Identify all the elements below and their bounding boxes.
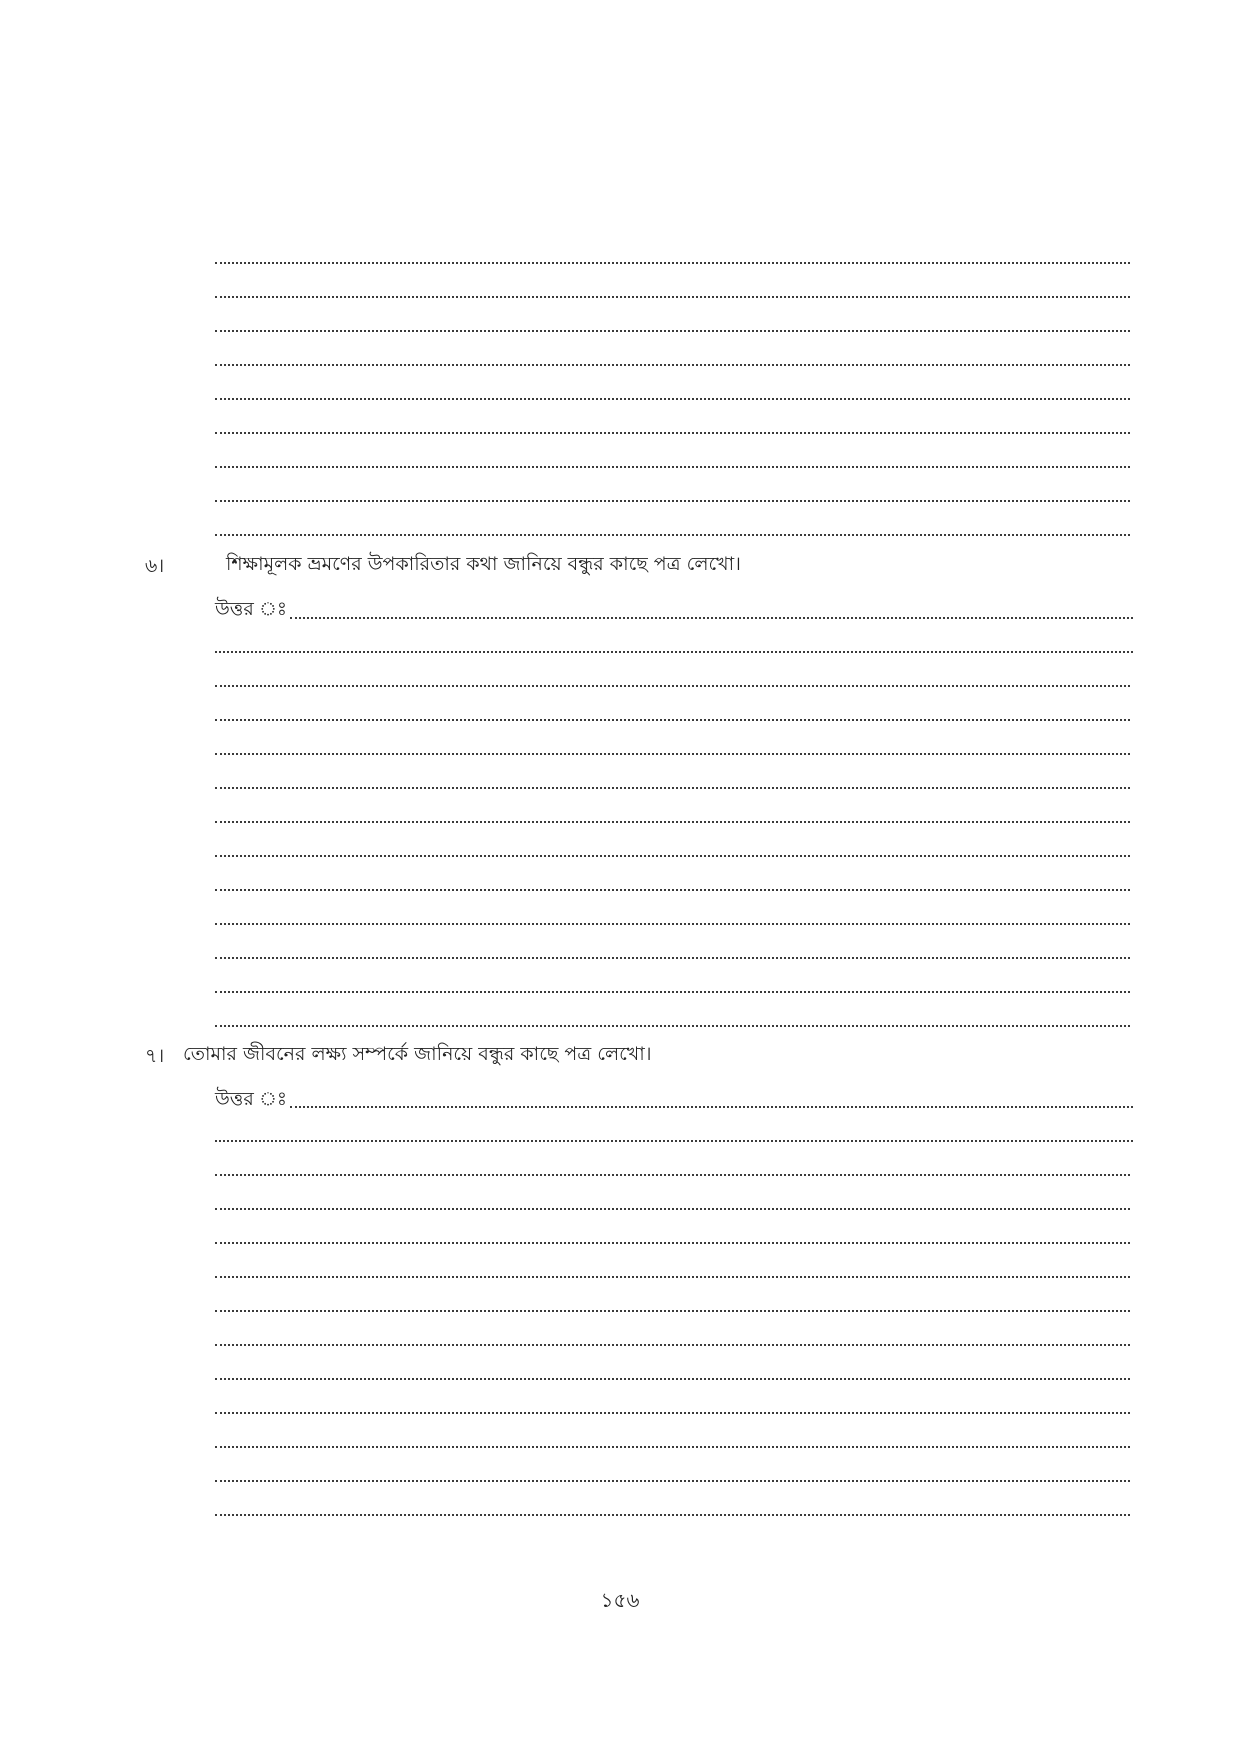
answer-line[interactable]: [215, 466, 1130, 468]
question-text: শিক্ষামূলক ভ্রমণের উপকারিতার কথা জানিয়ে বন্ধুর কাছে পত্র লেখো।: [226, 553, 741, 575]
answer-line[interactable]: [215, 534, 1130, 536]
answer-line[interactable]: [215, 753, 1130, 755]
answer-line[interactable]: [215, 957, 1130, 959]
answer-line[interactable]: [215, 1025, 1130, 1027]
answer-label: উত্তর ঃ: [215, 598, 288, 620]
answer-line[interactable]: [215, 1140, 1133, 1142]
answer-line[interactable]: [215, 1276, 1130, 1278]
question-text: তোমার জীবনের লক্ষ্য সম্পর্কে জানিয়ে বন্ধুর কাছে পত্র লেখো।: [183, 1043, 652, 1065]
answer-line[interactable]: [215, 330, 1130, 332]
answer-line[interactable]: [215, 296, 1130, 298]
answer-line[interactable]: [215, 923, 1130, 925]
answer-line[interactable]: [215, 719, 1130, 721]
answer-line[interactable]: [215, 1310, 1130, 1312]
answer-line[interactable]: [215, 787, 1130, 789]
answer-line[interactable]: [215, 1480, 1130, 1482]
question-number: ৭।: [145, 1045, 165, 1067]
answer-line[interactable]: [215, 500, 1130, 502]
answer-line[interactable]: [215, 1412, 1130, 1414]
answer-line[interactable]: [215, 398, 1130, 400]
answer-line[interactable]: [215, 889, 1130, 891]
answer-line[interactable]: [215, 821, 1130, 823]
question-number: ৬।: [145, 555, 165, 577]
answer-line[interactable]: [215, 991, 1130, 993]
answer-line[interactable]: [215, 364, 1130, 366]
answer-line[interactable]: [215, 1344, 1130, 1346]
answer-line[interactable]: [215, 1378, 1130, 1380]
answer-line[interactable]: [215, 855, 1130, 857]
answer-line[interactable]: [215, 1514, 1130, 1516]
answer-label: উত্তর ঃ: [215, 1088, 288, 1110]
answer-line[interactable]: [215, 1174, 1130, 1176]
answer-line[interactable]: [215, 432, 1130, 434]
answer-line[interactable]: [290, 617, 1133, 619]
answer-line[interactable]: [215, 651, 1133, 653]
answer-line[interactable]: [215, 1208, 1130, 1210]
page-number: ১৫৬: [600, 1588, 640, 1612]
answer-line[interactable]: [290, 1106, 1133, 1108]
answer-line[interactable]: [215, 1446, 1130, 1448]
answer-line[interactable]: [215, 1242, 1130, 1244]
answer-line[interactable]: [215, 685, 1130, 687]
answer-line[interactable]: [215, 262, 1130, 264]
